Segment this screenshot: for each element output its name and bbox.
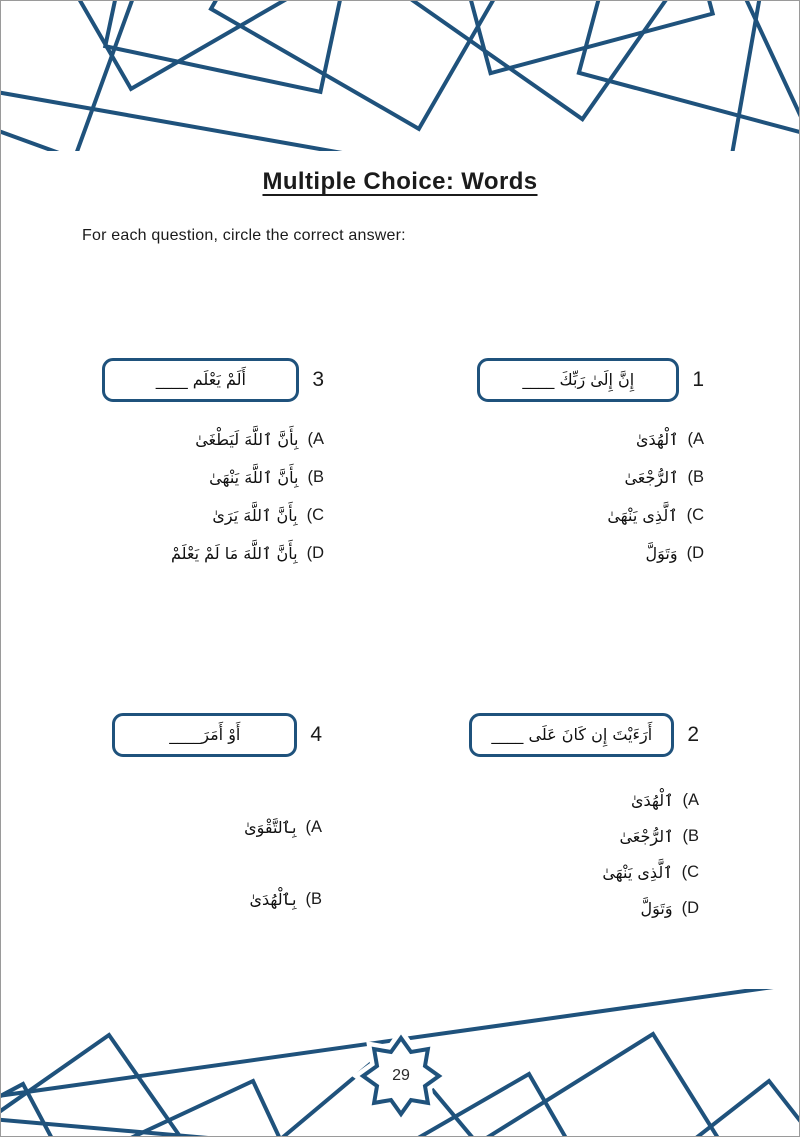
page-number: 29 — [392, 1067, 410, 1084]
option-row — [212, 501, 324, 530]
option-row — [631, 786, 699, 815]
option-row — [641, 894, 700, 923]
option-letter: ( B — [305, 890, 322, 909]
question-number: 4 — [310, 723, 322, 746]
question-number: 3 — [312, 368, 324, 391]
option-row — [619, 822, 699, 851]
top-geometric-decoration — [1, 1, 800, 151]
option-row — [195, 425, 324, 454]
option-row — [636, 425, 704, 454]
option-letter: ( A — [682, 791, 699, 810]
option-text: ٱلْهُدَىٰ — [630, 790, 674, 810]
question-2-header — [469, 713, 699, 757]
option-letter: ( B — [687, 468, 704, 487]
question-1-header — [477, 358, 704, 402]
option-text: ٱلَّذِى يَنْهَىٰ — [602, 862, 673, 882]
option-letter: ( D — [687, 544, 704, 563]
option-letter: ( B — [307, 468, 324, 487]
option-text: وَتَوَلَّ — [640, 898, 673, 918]
option-letter: ( A — [305, 818, 322, 837]
page-title: Multiple Choice: Words — [262, 168, 538, 195]
option-text: ٱلْهُدَىٰ — [635, 429, 679, 449]
question-1 — [477, 358, 704, 568]
option-letter: ( D — [682, 899, 699, 918]
option-row — [209, 463, 324, 492]
option-row — [624, 463, 704, 492]
option-text: بِأَنَّ ٱللَّهَ يَرَىٰ — [212, 505, 298, 525]
option-text: بِٱلتَّقْوَىٰ — [244, 817, 297, 837]
option-letter: ( A — [687, 430, 704, 449]
instruction-text: For each question, circle the correct answer: — [82, 227, 406, 244]
question-4 — [112, 713, 322, 914]
question-3-options — [171, 425, 324, 568]
question-number: 2 — [687, 723, 699, 746]
option-text: بِأَنَّ ٱللَّهَ مَا لَمْ يَعْلَمْ — [170, 543, 298, 563]
question-3 — [102, 358, 324, 568]
option-text: بِأَنَّ ٱللَّهَ لَيَطْغَىٰ — [195, 429, 299, 449]
question-prompt-box: أَلَمْ يَعْلَم ____ — [102, 358, 299, 402]
option-text: ٱلَّذِى يَنْهَىٰ — [607, 505, 678, 525]
option-letter: ( D — [307, 544, 324, 563]
question-prompt-box: أَرَءَيْتَ إِن كَانَ عَلَى ____ — [469, 713, 674, 757]
question-number: 1 — [692, 368, 704, 391]
option-row — [249, 885, 322, 914]
option-letter: ( B — [682, 827, 699, 846]
option-row — [646, 539, 705, 568]
question-4-header — [112, 713, 322, 757]
option-letter: ( C — [307, 506, 324, 525]
option-text: بِٱلْهُدَىٰ — [249, 889, 297, 909]
option-row — [602, 858, 699, 887]
option-letter: ( C — [682, 863, 699, 882]
question-2 — [469, 713, 699, 923]
question-4-options — [244, 813, 322, 914]
option-row — [244, 813, 322, 842]
question-3-header — [102, 358, 324, 402]
question-prompt-box: إِنَّ إِلَىٰ رَبِّكَ ____ — [477, 358, 679, 402]
option-text: بِأَنَّ ٱللَّهَ يَنْهَىٰ — [209, 467, 299, 487]
question-1-options — [607, 425, 704, 568]
question-2-options — [602, 786, 699, 923]
option-text: ٱلرُّجْعَىٰ — [624, 467, 679, 487]
option-text: وَتَوَلَّ — [645, 543, 678, 563]
question-prompt-box: أَوْ أَمَرَ____ — [112, 713, 297, 757]
option-row — [607, 501, 704, 530]
option-text: ٱلرُّجْعَىٰ — [619, 826, 674, 846]
option-letter: ( A — [307, 430, 324, 449]
option-row — [171, 539, 324, 568]
option-letter: ( C — [687, 506, 704, 525]
